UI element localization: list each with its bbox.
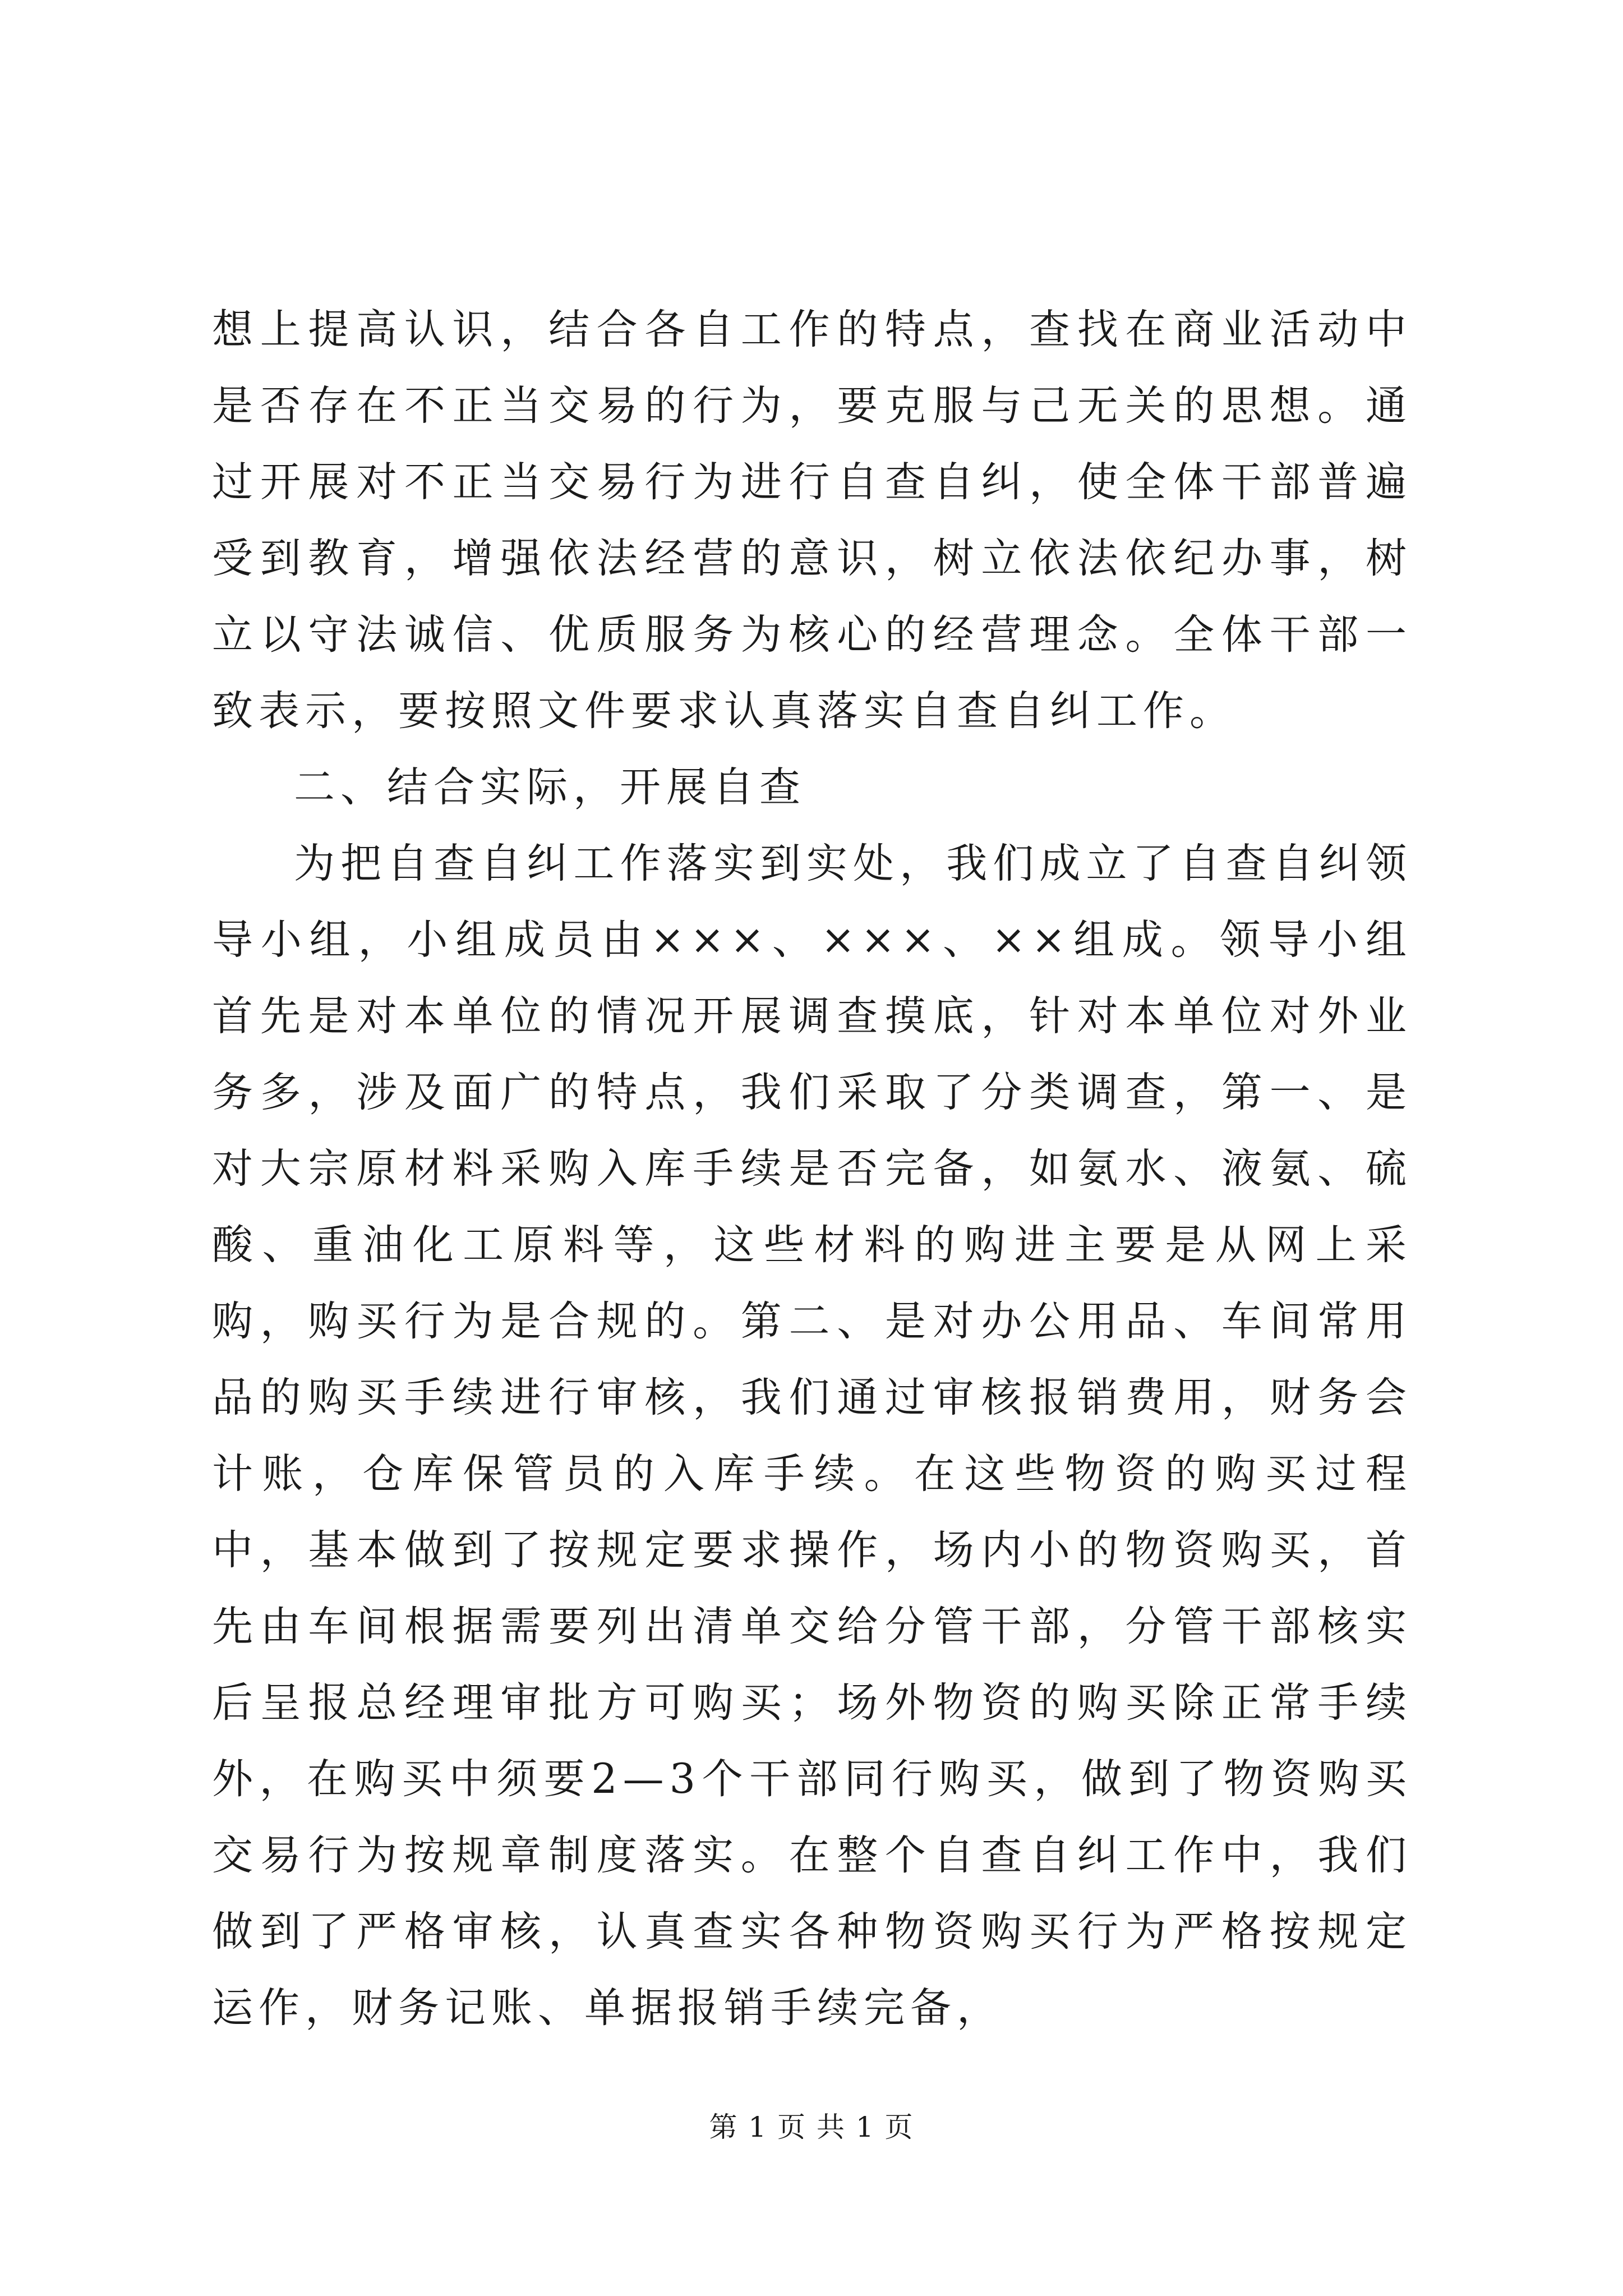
paragraph-3: 为把自查自纠工作落实到实处，我们成立了自查自纠领导小组，小组成员由×××、×××、××组成。领导小组首先是对本单位的情况开展调查摸底，针对本单位对外业务多，涉及面广的特点，我们采取了分类调查，第一、是对大宗原材料采购入库手续是否完备，如氨水、液氨、硫酸、重油化工原料等，这些材料的购进主要是从网上采购，购买行为是合规的。第二、是对办公用品、车间常用品的购买手续进行审核，我们通过审核报销费用，财务会计账，仓库保管员的入库手续。在这些物资的购买过程中，基本做到了按规定要求操作，场内小的物资购买，首先由车间根据需要列出清单交给分管干部，分管干部核实后呈报总经理审批方可购买；场外物资的购买除正常手续外，在购买中须要2—3个干部同行购买，做到了物资购买交易行为按规章制度落实。在整个自查自纠工作中，我们做到了严格审核，认真查实各种物资购买行为严格按规定运作，财务记账、单据报销手续完备， bbox=[212, 840, 1412, 2032]
document-body bbox=[212, 292, 1412, 2046]
section-heading: 二、结合实际，开展自查 bbox=[294, 763, 806, 811]
paragraph-1: 想上提高认识，结合各自工作的特点，查找在商业活动中是否存在不正当交易的行为，要克服与己无关的思想。通过开展对不正当交易行为进行自查自纠，使全体干部普遍受到教育，增强依法经营的意识，树立依法依纪办事，树立以守法诚信、优质服务为核心的经营理念。全体干部一致表示，要按照文件要求认真落实自查自纠工作。 bbox=[212, 306, 1412, 735]
page-footer: 第 1 页 共 1 页 bbox=[709, 2111, 914, 2143]
